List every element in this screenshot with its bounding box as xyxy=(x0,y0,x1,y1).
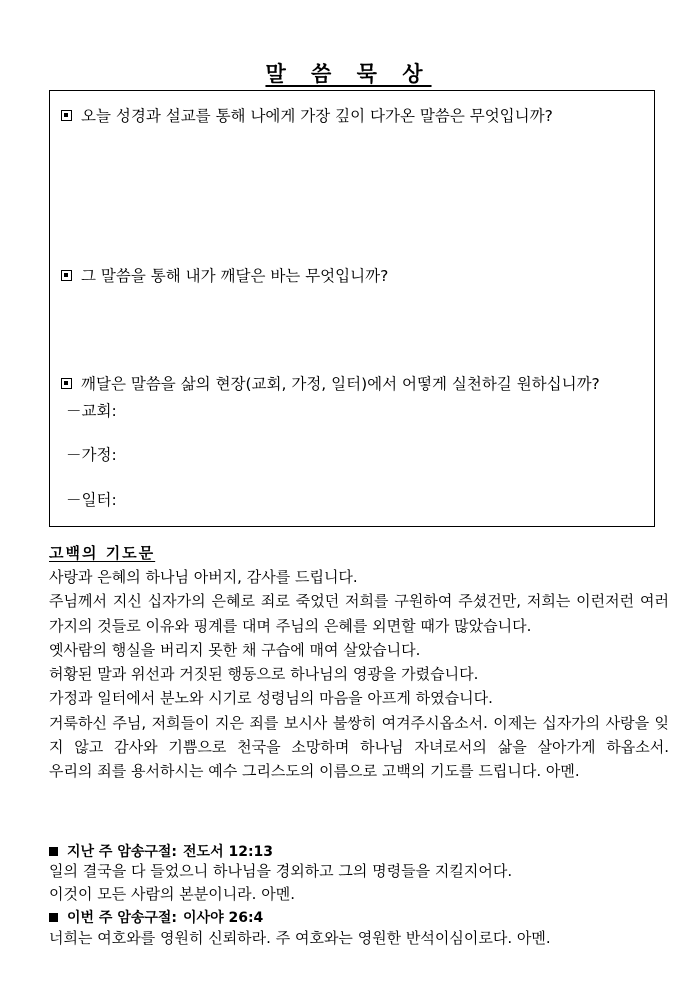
this-week-reference: 이사야 26:4 xyxy=(183,910,264,926)
question-3 xyxy=(61,372,600,394)
last-week-verse-line: 일의 결국을 다 들었으니 하나님을 경외하고 그의 명령들을 지킬지어다. xyxy=(49,862,513,880)
prayer-line: 거룩하신 주님, 저희들이 지은 죄를 보시사 불쌍히 여겨주시옵소서. 이제는 십자가의 사랑을 잊 xyxy=(49,713,669,732)
prayer-line: 가정과 일터에서 분노와 시기로 성령님의 마음을 아프게 하였습니다. xyxy=(49,689,493,708)
this-week-label: 이번 주 암송구절: xyxy=(67,910,178,926)
question-3-text: 깨달은 말씀을 삶의 현장(교회, 가정, 일터)에서 어떻게 실천하길 원하십니까? xyxy=(81,375,600,393)
practice-home: －가정: xyxy=(66,446,117,464)
checkbox-icon xyxy=(61,270,72,281)
practice-church: －교회: xyxy=(66,402,117,420)
square-bullet-icon xyxy=(49,847,58,856)
practice-work: －일터: xyxy=(66,491,117,509)
prayer-line: 사랑과 은혜의 하나님 아버지, 감사를 드립니다. xyxy=(49,568,358,586)
page-title: 말 씀 묵 상 xyxy=(265,62,432,86)
prayer-line: 가지의 것들로 이유와 핑계를 대며 주님의 은혜를 외면할 때가 많았습니다. xyxy=(49,616,532,635)
checkbox-icon xyxy=(61,378,72,389)
question-1 xyxy=(61,104,553,126)
prayer-line: 지 않고 감사와 기쁨으로 천국을 소망하며 하나님 자녀로서의 삶을 살아가게 하옵소서. xyxy=(49,738,669,757)
last-week-verse-heading xyxy=(49,841,273,861)
prayer-body xyxy=(49,565,669,784)
square-bullet-icon xyxy=(49,913,58,922)
prayer-line: 우리의 죄를 용서하시는 예수 그리스도의 이름으로 고백의 기도를 드립니다. 아멘. xyxy=(49,762,580,781)
this-week-verse-heading xyxy=(49,907,263,927)
question-2-text: 그 말씀을 통해 내가 깨달은 바는 무엇입니까? xyxy=(81,267,389,285)
this-week-verse-line: 너희는 여호와를 영원히 신뢰하라. 주 여호와는 영원한 반석이심이로다. 아멘. xyxy=(49,929,551,947)
prayer-line: 주님께서 지신 십자가의 은혜로 죄로 죽었던 저희를 구원하여 주셨건만, 저희는 이런저런 여러 xyxy=(49,592,669,611)
meditation-box xyxy=(49,90,655,527)
last-week-reference: 전도서 12:13 xyxy=(183,844,274,860)
last-week-verse-line: 이것이 모든 사람의 본분이니라. 아멘. xyxy=(49,885,295,903)
checkbox-icon xyxy=(61,110,72,121)
question-1-text: 오늘 성경과 설교를 통해 나에게 가장 깊이 다가온 말씀은 무엇입니까? xyxy=(81,107,553,125)
last-week-label: 지난 주 암송구절: xyxy=(67,844,178,860)
question-2 xyxy=(61,264,388,286)
prayer-line: 허황된 말과 위선과 거짓된 행동으로 하나님의 영광을 가렸습니다. xyxy=(49,665,479,684)
prayer-title: 고백의 기도문 xyxy=(49,544,156,562)
prayer-line: 옛사람의 행실을 버리지 못한 채 구습에 매여 살았습니다. xyxy=(49,640,421,659)
